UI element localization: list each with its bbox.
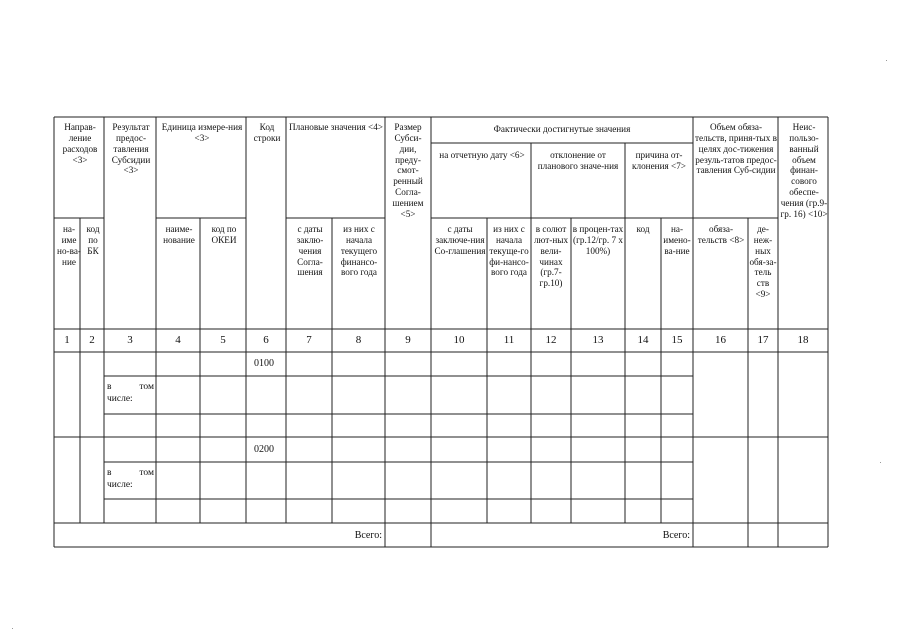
col-number: 11 xyxy=(503,334,515,346)
col-number: 6 xyxy=(263,334,269,346)
header-prichina: причина от-клонения <7> xyxy=(632,150,686,171)
header-razmer: Размер Субси-дии, преду-смот-ренный Согла-шением <5> xyxy=(392,122,424,219)
header-kod-stroki: Код строки xyxy=(253,122,281,143)
total-label-planned: Всего: xyxy=(354,530,382,541)
header-f-iz-nih: из них с начала текуще-го фи-нансо-вого года xyxy=(489,224,529,278)
header-obyaz: обяза-тельств <8> xyxy=(697,224,745,245)
col-number: 3 xyxy=(127,334,133,346)
header-napravlenie: Направ-ление расходов <3> xyxy=(62,122,98,165)
col-number: 8 xyxy=(355,334,362,346)
col-number: 16 xyxy=(715,334,726,346)
tom-label: том xyxy=(139,468,154,478)
header-denezh: де-неж-ных обя-за-тель ств <9> xyxy=(749,224,777,300)
col-number: 10 xyxy=(453,334,465,346)
v-tom-chisle-1 xyxy=(107,382,154,412)
col-number: 2 xyxy=(89,334,95,346)
header-neisp: Неис-пользо-ванный объем финан-сового обеспе-чения (гр.9-гр. 16) <10> xyxy=(780,122,828,219)
header-naim2: на-имено-ва-ние xyxy=(663,224,691,256)
col-number: 15 xyxy=(671,334,683,346)
col-number: 17 xyxy=(757,334,769,346)
header-rezultat: Результат предос-тавления Субсидии <3> xyxy=(111,122,151,176)
v-label: в xyxy=(107,382,112,392)
header-na-imenovanie: на-име но-ва-ние xyxy=(57,224,81,267)
v-label: в xyxy=(107,468,112,478)
header-fakticheski: Фактически достигнутые значения xyxy=(493,124,631,134)
header-f-s-daty: с даты заключе-ния Со-глашения xyxy=(434,224,486,256)
col-number: 13 xyxy=(592,334,604,346)
header-kod-po-bk: код по БК xyxy=(86,224,100,256)
total-label-actual: Всего: xyxy=(662,530,690,541)
v-tom-chisle-2 xyxy=(107,468,154,498)
col-number: 7 xyxy=(306,334,312,346)
col-number: 12 xyxy=(545,334,557,346)
tom-label: том xyxy=(139,382,154,392)
header-edinica: Единица измере-ния <3> xyxy=(161,122,243,143)
header-na-otchetnuyu: на отчетную дату <6> xyxy=(439,150,525,160)
col-number: 4 xyxy=(175,334,181,346)
row-code-0100: 0100 xyxy=(254,358,274,369)
col-number: 14 xyxy=(637,334,649,346)
header-otklonenie: отклонение от планового значе-ния xyxy=(537,150,619,171)
chisle-label: числе: xyxy=(107,393,133,404)
header-iz-nih-nachala: из них с начала текущего финансо-вого года xyxy=(340,224,378,278)
header-s-daty-zakl: с даты заклю-чения Согла-шения xyxy=(296,224,324,278)
scan-speck xyxy=(880,462,881,463)
header-kod: код xyxy=(636,224,650,234)
row-code-0200: 0200 xyxy=(254,444,274,455)
header-naimenovanie: наиме-нование xyxy=(163,224,195,245)
header-v-absolyut: в солют лют-ных вели-чинах (гр.7-гр.10) xyxy=(533,224,569,289)
header-v-procentah: в процен-тах (гр.12/гр. 7 х 100%) xyxy=(572,224,624,256)
scan-speck xyxy=(886,60,887,61)
col-number: 18 xyxy=(797,334,809,346)
col-number: 5 xyxy=(220,334,226,346)
header-kod-po-okei: код по ОКЕИ xyxy=(211,224,237,245)
header-planovye: Плановые значения <4> xyxy=(289,122,383,132)
scan-speck xyxy=(12,628,13,629)
col-number: 1 xyxy=(64,334,70,346)
chisle-label: числе: xyxy=(107,479,133,490)
col-number: 9 xyxy=(405,334,411,346)
header-obem: Объем обяза-тельств, приня-тых в целях дос-тижения резуль-татов предос-тавления Суб-сидии xyxy=(695,122,777,176)
